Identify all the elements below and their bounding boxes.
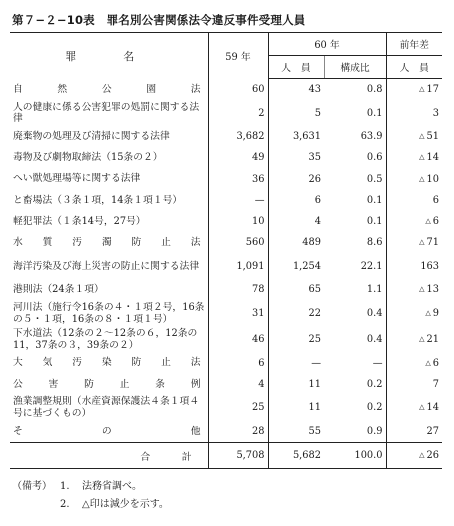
cell-60: 26 [308,173,321,185]
cell-60: 43 [308,84,321,96]
law-name: へい獣処理場等に関する法律 [13,173,141,185]
row-label [10,211,208,232]
total-diff-value: 26 [426,450,440,462]
cell-ratio: 0.6 [324,147,386,168]
law-name: 軽犯罪法（１条14号，27号） [13,215,146,227]
law-name: 自然公園法 [13,83,201,95]
cell-ratio: 0.1 [324,100,386,126]
cell-diff [386,353,442,374]
cell-ratio: 0.2 [324,395,386,421]
notes-label: （備考） [12,481,52,492]
cell-diff [386,232,442,253]
header-59: 59 年 [208,33,268,79]
cell-ratio: 0.4 [324,301,386,327]
total-diff [386,443,442,469]
cell-59: 31 [208,301,268,327]
diff-value: 17 [426,84,440,96]
diff-value: 7 [432,378,440,390]
table-row [10,374,442,395]
decrease-triangle-icon: △ [419,174,425,183]
row-label [10,253,208,279]
cell-59: 6 [208,353,268,374]
cell-60: 11 [308,402,321,414]
total-label: 合 計 [10,443,208,469]
cell-diff [386,211,442,232]
decrease-triangle-icon: △ [425,309,431,317]
row-label [10,190,208,211]
table-row [10,253,442,279]
cell-diff [386,421,442,443]
decrease-triangle-icon: △ [425,217,431,226]
cell-diff [386,147,442,168]
header-diff: 前年差 [386,33,442,56]
header-diff-count: 人 員 [386,56,442,79]
note-number: 2. [60,499,70,510]
header-60-ratio: 構成比 [324,56,386,79]
table-row [10,147,442,168]
cell-60: 4 [314,216,321,228]
cell-ratio: 22.1 [324,253,386,279]
diff-value: 21 [426,334,440,345]
diff-value: 6 [432,357,440,369]
cell-59: 46 [208,327,268,353]
law-name: 港則法（24条１項） [13,284,104,296]
cell-ratio: 0.1 [324,211,386,232]
cell-60: 489 [302,237,321,249]
cell-ratio: 8.6 [324,232,386,253]
cell-60: 65 [308,284,321,296]
cell-59: 2 [208,100,268,126]
row-label [10,232,208,253]
table-row [10,421,442,443]
cell-60: 22 [308,308,321,319]
table-row [10,301,442,327]
total-59: 5,708 [208,443,268,469]
row-label [10,279,208,300]
law-name: 廃棄物の処理及び清掃に関する法律 [13,131,170,143]
table-title: 第７−２−10表 罪名別公害関係法令違反事件受理人員 [12,13,306,27]
cell-diff [386,327,442,353]
cell-59: 3,682 [208,126,268,147]
decrease-triangle-icon: △ [419,238,425,247]
cell-60: 6 [314,194,321,206]
cell-60: — [311,357,321,369]
cell-59: 78 [208,279,268,300]
diff-value: 27 [426,425,440,437]
table-row [10,279,442,300]
row-label [10,100,208,126]
note-2 [12,496,169,514]
table-row [10,353,442,374]
cell-60: 35 [308,152,321,164]
table-row [10,211,442,232]
decrease-triangle-icon: △ [419,403,425,412]
cell-ratio: 63.9 [324,126,386,147]
row-label [10,421,208,443]
cell-ratio: 0.2 [324,374,386,395]
cell-diff [386,253,442,279]
cell-59: 28 [208,421,268,443]
cell-59: — [208,190,268,211]
diff-value: 10 [426,173,440,185]
cell-diff [386,169,442,190]
row-label [10,301,208,327]
table-row [10,190,442,211]
decrease-triangle-icon: △ [419,153,425,162]
diff-value: 9 [432,308,440,319]
law-name: 河川法（施行令16条の４・１項２号，16条の５・１項，16条の８・１項１号） [13,302,205,325]
total-60: 5,682 [268,443,324,469]
law-name: 水質汚濁防止法 [13,236,201,248]
cell-59: 4 [208,374,268,395]
diff-value: 163 [420,260,440,272]
row-label [10,353,208,374]
law-name: 公害防止条例 [13,378,201,390]
header-name: 罪 名 [10,33,208,79]
decrease-triangle-icon: △ [419,85,425,94]
diff-value: 14 [426,152,440,164]
row-label [10,126,208,147]
data-table [10,32,442,469]
notes [12,478,169,514]
cell-diff [386,301,442,327]
diff-value: 3 [432,107,440,119]
cell-60: 3,631 [292,131,321,143]
cell-ratio: 0.5 [324,169,386,190]
table-row [10,79,442,101]
total-row [10,443,442,469]
cell-ratio: 0.8 [324,79,386,101]
diff-value: 13 [426,284,440,296]
row-label [10,169,208,190]
header-60: 60 年 [268,33,386,56]
row-label [10,327,208,353]
cell-ratio: 0.1 [324,190,386,211]
cell-59: 49 [208,147,268,168]
law-name: その他 [13,425,201,437]
cell-ratio: 0.9 [324,421,386,443]
cell-59: 60 [208,79,268,101]
header-row-top [10,33,442,56]
decrease-triangle-icon: △ [419,335,425,343]
cell-59: 10 [208,211,268,232]
cell-diff [386,79,442,101]
table-row [10,395,442,421]
cell-60: 55 [308,425,321,437]
diff-value: 6 [432,216,440,228]
cell-diff [386,100,442,126]
law-name: 漁業調整規則（水産資源保護法４条１項４号に基づくもの） [13,396,200,419]
law-name: 大気汚染防止法 [13,357,201,369]
note-text: △印は減少を示す。 [82,499,169,510]
diff-value: 71 [426,237,440,249]
cell-60: 1,254 [292,260,321,272]
table-row [10,126,442,147]
diff-value: 6 [432,194,440,206]
cell-diff [386,190,442,211]
cell-diff [386,279,442,300]
table-row [10,232,442,253]
diff-value: 51 [426,131,440,143]
decrease-triangle-icon: △ [419,132,425,141]
diff-value: 14 [426,402,440,414]
header-60-count: 人 員 [268,56,324,79]
cell-ratio: 1.1 [324,279,386,300]
cell-59: 25 [208,395,268,421]
cell-59: 36 [208,169,268,190]
cell-60: 11 [308,378,321,390]
row-label [10,395,208,421]
note-text: 法務省調べ。 [82,481,142,492]
row-label [10,79,208,101]
law-name: 海洋汚染及び海上災害の防止に関する法律 [13,260,200,272]
decrease-triangle-icon: △ [419,285,425,294]
law-name: 人の健康に係る公害犯罪の処罰に関する法律 [13,101,200,125]
table-row [10,100,442,126]
table-row [10,327,442,353]
decrease-triangle-icon: △ [425,358,431,367]
cell-ratio: — [324,353,386,374]
cell-59: 560 [208,232,268,253]
cell-60: 5 [314,107,321,119]
cell-diff [386,395,442,421]
cell-59: 1,091 [208,253,268,279]
note-number: 1. [60,481,70,492]
decrease-triangle-icon: △ [419,451,425,460]
total-ratio: 100.0 [324,443,386,469]
table-row [10,169,442,190]
law-name: 毒物及び劇物取締法（15条の２） [13,152,163,164]
cell-diff [386,374,442,395]
row-label [10,147,208,168]
cell-ratio: 0.4 [324,327,386,353]
law-name: と畜場法（３条１項，14条１項１号） [13,194,183,206]
cell-diff [386,126,442,147]
row-label [10,374,208,395]
law-name: 下水道法（12条の２〜12条の６，12条の11，37条の３，39条の２） [13,328,198,351]
table-body [10,79,442,443]
cell-60: 25 [308,334,321,345]
note-1 [12,478,169,496]
